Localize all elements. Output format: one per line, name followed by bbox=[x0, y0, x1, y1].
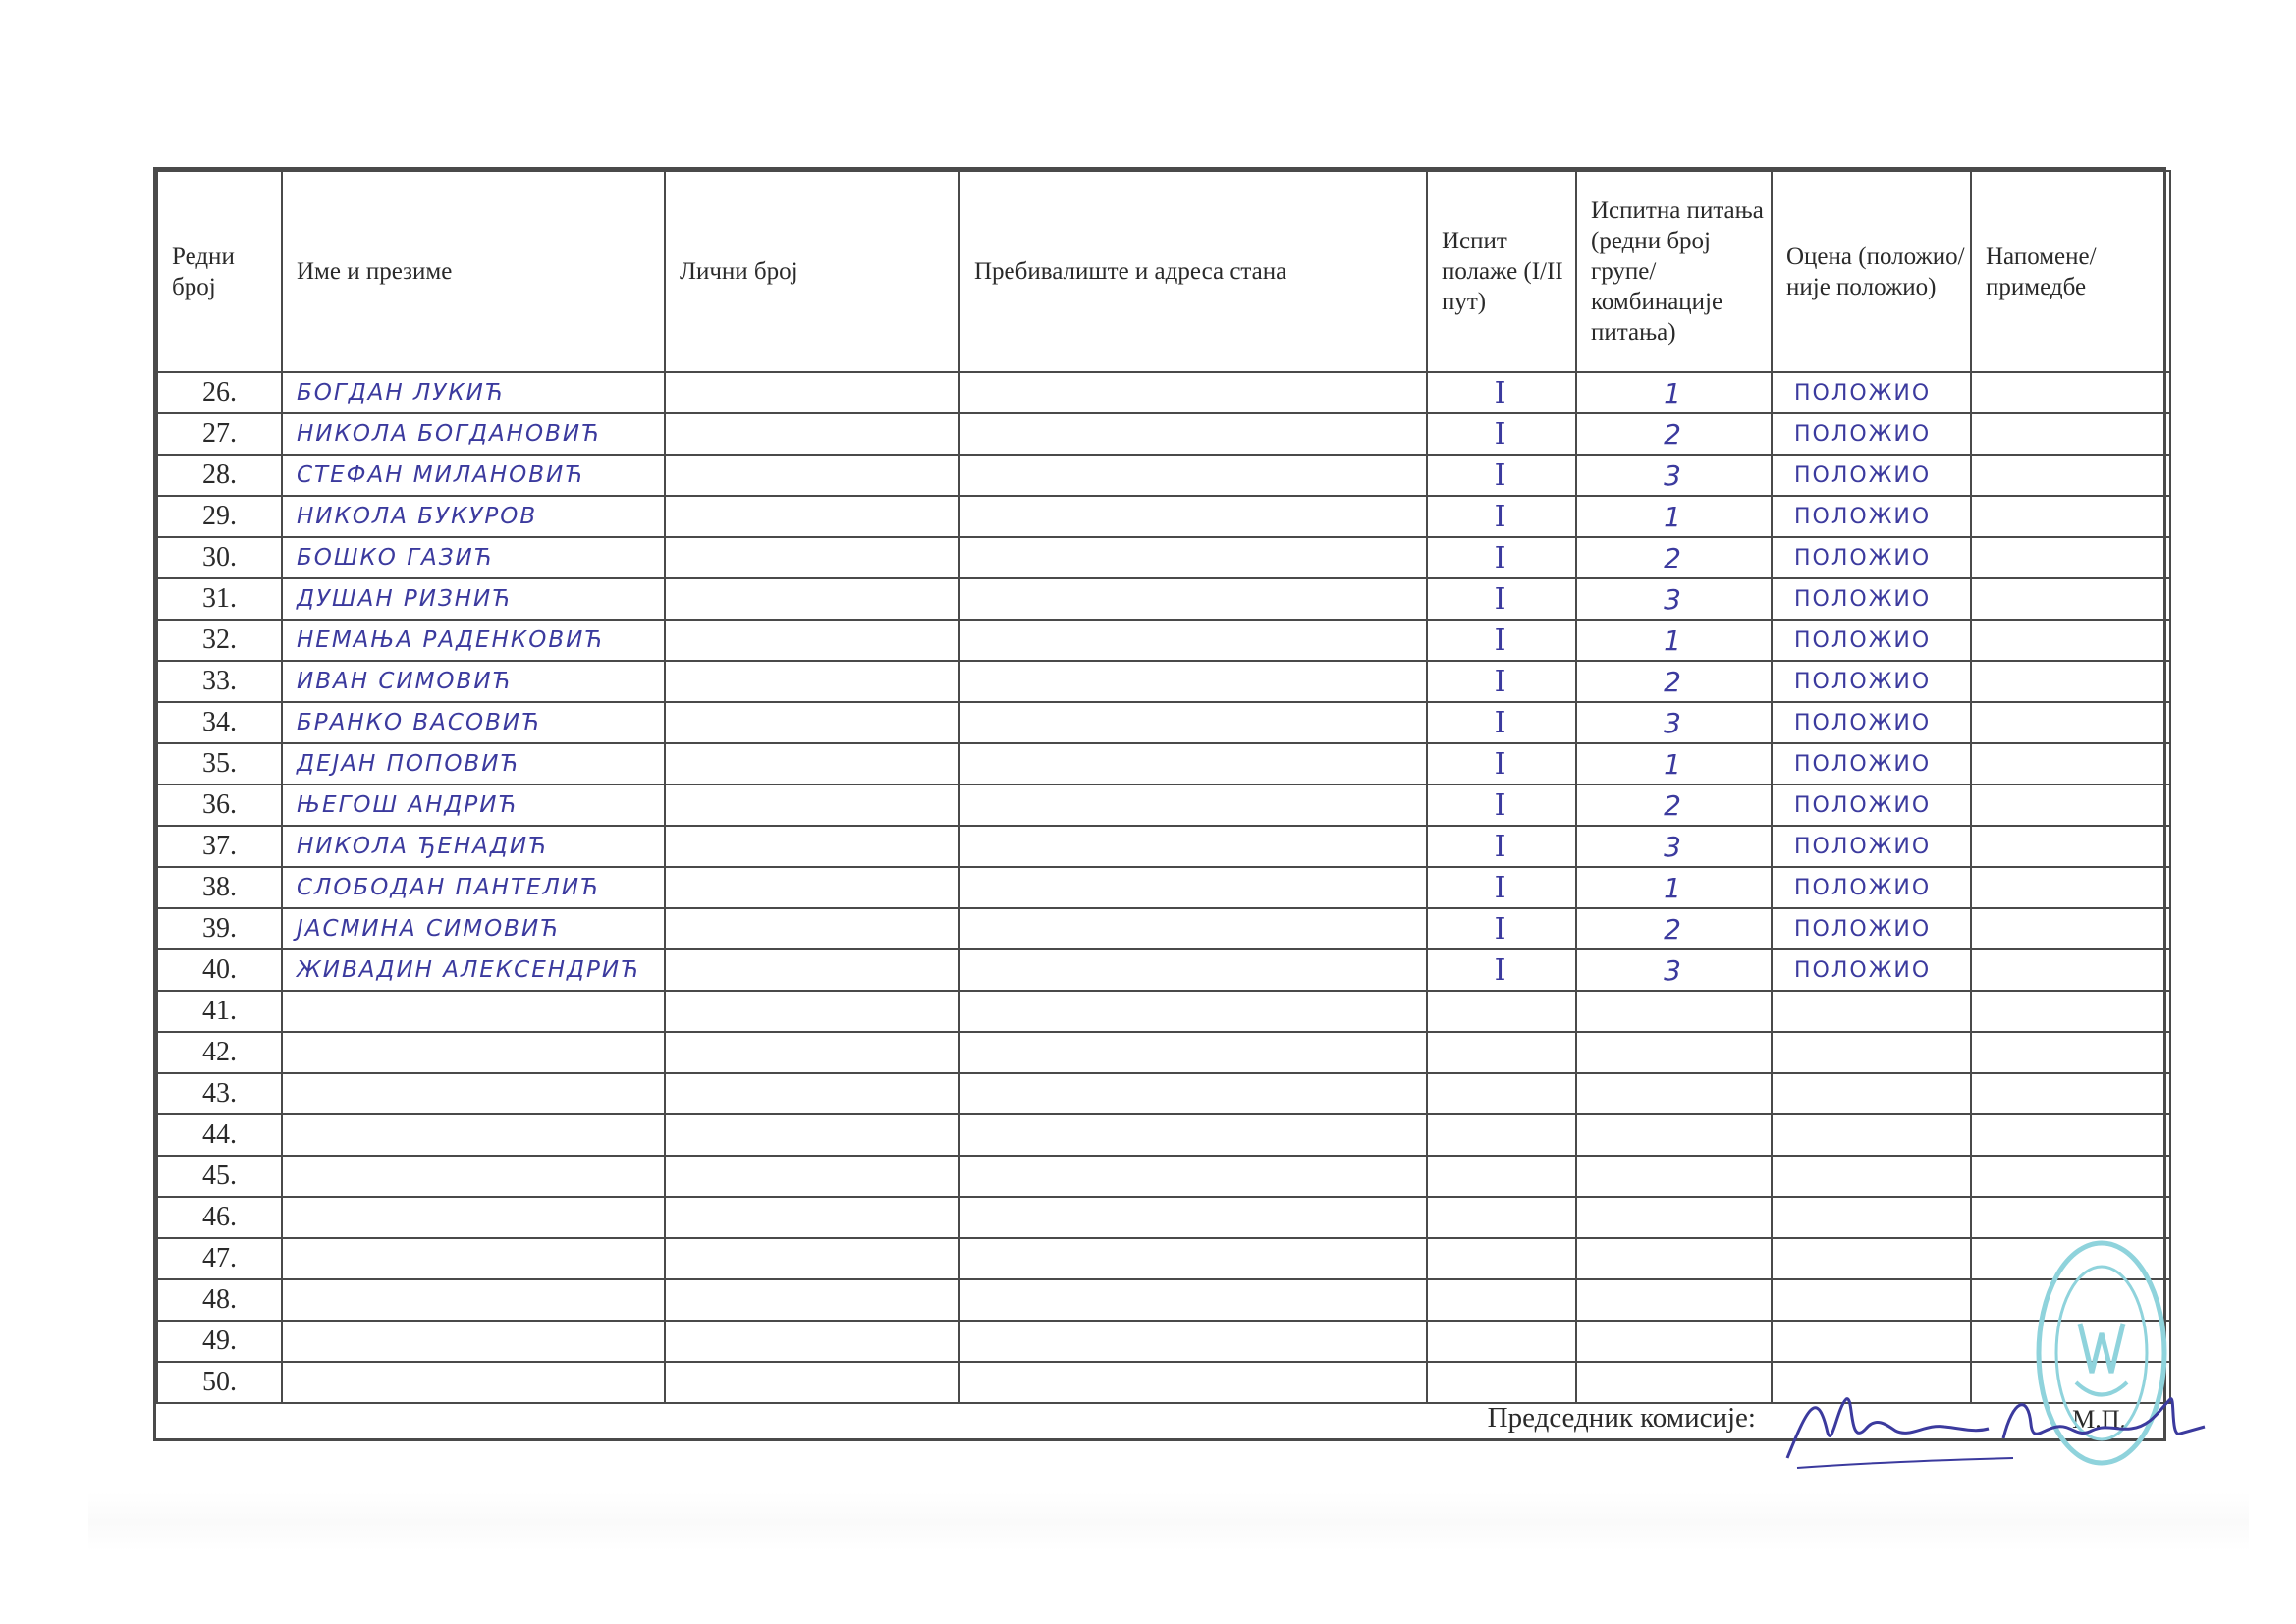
chair-label: Председник комисије: bbox=[1487, 1402, 1756, 1434]
row-grade: ПОЛОЖИО bbox=[1772, 661, 1971, 702]
row-address bbox=[959, 578, 1427, 620]
row-id bbox=[665, 908, 959, 949]
row-grade: ПОЛОЖИО bbox=[1772, 372, 1971, 413]
row-number: 49. bbox=[157, 1321, 282, 1362]
row-question-group: 2 bbox=[1576, 908, 1772, 949]
row-name bbox=[282, 991, 665, 1032]
row-question-group bbox=[1576, 991, 1772, 1032]
row-attempt: I bbox=[1427, 496, 1576, 537]
row-id bbox=[665, 455, 959, 496]
row-name bbox=[282, 1156, 665, 1197]
table-row bbox=[157, 620, 2170, 661]
row-attempt: I bbox=[1427, 455, 1576, 496]
row-address bbox=[959, 1073, 1427, 1114]
row-grade: ПОЛОЖИО bbox=[1772, 908, 1971, 949]
row-notes bbox=[1971, 785, 2170, 826]
row-address bbox=[959, 661, 1427, 702]
row-name bbox=[282, 1073, 665, 1114]
row-notes bbox=[1971, 826, 2170, 867]
header-attempt: Испит полаже (I/II пут) bbox=[1427, 171, 1576, 372]
row-notes bbox=[1971, 496, 2170, 537]
row-notes bbox=[1971, 1073, 2170, 1114]
row-id bbox=[665, 1321, 959, 1362]
row-address bbox=[959, 1197, 1427, 1238]
table-row bbox=[157, 743, 2170, 785]
row-notes bbox=[1971, 1156, 2170, 1197]
row-name: ДУШАН РИЗНИЋ bbox=[282, 578, 665, 620]
row-grade bbox=[1772, 1279, 1971, 1321]
table-row bbox=[157, 496, 2170, 537]
row-name: БОГДАН ЛУКИЋ bbox=[282, 372, 665, 413]
row-question-group: 1 bbox=[1576, 743, 1772, 785]
table-row bbox=[157, 949, 2170, 991]
row-id bbox=[665, 1238, 959, 1279]
row-name: ЈАСМИНА СИМОВИЋ bbox=[282, 908, 665, 949]
table-row bbox=[157, 1321, 2170, 1362]
exam-results-table bbox=[156, 170, 2171, 1445]
row-id bbox=[665, 537, 959, 578]
row-address bbox=[959, 496, 1427, 537]
row-attempt: I bbox=[1427, 661, 1576, 702]
row-question-group: 3 bbox=[1576, 949, 1772, 991]
row-number: 33. bbox=[157, 661, 282, 702]
table-body bbox=[157, 372, 2170, 1403]
row-attempt: I bbox=[1427, 908, 1576, 949]
row-number: 47. bbox=[157, 1238, 282, 1279]
table-row bbox=[157, 537, 2170, 578]
row-attempt: I bbox=[1427, 620, 1576, 661]
row-number: 28. bbox=[157, 455, 282, 496]
row-number: 46. bbox=[157, 1197, 282, 1238]
row-number: 45. bbox=[157, 1156, 282, 1197]
row-attempt bbox=[1427, 1032, 1576, 1073]
row-notes bbox=[1971, 743, 2170, 785]
row-id bbox=[665, 413, 959, 455]
row-grade bbox=[1772, 991, 1971, 1032]
row-question-group: 1 bbox=[1576, 620, 1772, 661]
row-name: СТЕФАН МИЛАНОВИЋ bbox=[282, 455, 665, 496]
table-row bbox=[157, 1197, 2170, 1238]
row-notes bbox=[1971, 661, 2170, 702]
row-address bbox=[959, 455, 1427, 496]
table-row bbox=[157, 1114, 2170, 1156]
row-name: НИКОЛА БОГДАНОВИЋ bbox=[282, 413, 665, 455]
table-row bbox=[157, 826, 2170, 867]
row-address bbox=[959, 537, 1427, 578]
row-name: НИКОЛА ЂЕНАДИЋ bbox=[282, 826, 665, 867]
row-address bbox=[959, 785, 1427, 826]
row-question-group: 3 bbox=[1576, 826, 1772, 867]
row-name: ЖИВАДИН АЛЕКСЕНДРИЋ bbox=[282, 949, 665, 991]
row-notes bbox=[1971, 867, 2170, 908]
row-name bbox=[282, 1114, 665, 1156]
row-attempt: I bbox=[1427, 372, 1576, 413]
row-address bbox=[959, 908, 1427, 949]
row-grade: ПОЛОЖИО bbox=[1772, 455, 1971, 496]
row-notes bbox=[1971, 537, 2170, 578]
row-address bbox=[959, 1156, 1427, 1197]
row-id bbox=[665, 826, 959, 867]
row-name: НИКОЛА БУКУРОВ bbox=[282, 496, 665, 537]
row-notes bbox=[1971, 1032, 2170, 1073]
row-id bbox=[665, 1156, 959, 1197]
row-question-group: 2 bbox=[1576, 785, 1772, 826]
row-grade: ПОЛОЖИО bbox=[1772, 496, 1971, 537]
header-grade: Оцена (положио/ није положио) bbox=[1772, 171, 1971, 372]
row-name: ИВАН СИМОВИЋ bbox=[282, 661, 665, 702]
row-id bbox=[665, 620, 959, 661]
row-grade: ПОЛОЖИО bbox=[1772, 785, 1971, 826]
table-row bbox=[157, 372, 2170, 413]
row-number: 36. bbox=[157, 785, 282, 826]
table-row bbox=[157, 1238, 2170, 1279]
row-number: 50. bbox=[157, 1362, 282, 1403]
row-notes bbox=[1971, 372, 2170, 413]
row-number: 41. bbox=[157, 991, 282, 1032]
row-number: 40. bbox=[157, 949, 282, 991]
row-notes bbox=[1971, 949, 2170, 991]
row-grade bbox=[1772, 1073, 1971, 1114]
row-question-group: 2 bbox=[1576, 413, 1772, 455]
row-question-group bbox=[1576, 1032, 1772, 1073]
row-question-group: 1 bbox=[1576, 372, 1772, 413]
row-id bbox=[665, 1362, 959, 1403]
row-name bbox=[282, 1279, 665, 1321]
row-address bbox=[959, 702, 1427, 743]
row-id bbox=[665, 1279, 959, 1321]
row-name: БРАНКО ВАСОВИЋ bbox=[282, 702, 665, 743]
row-grade bbox=[1772, 1238, 1971, 1279]
row-number: 29. bbox=[157, 496, 282, 537]
row-question-group bbox=[1576, 1197, 1772, 1238]
table-row bbox=[157, 785, 2170, 826]
row-name bbox=[282, 1321, 665, 1362]
row-question-group: 1 bbox=[1576, 867, 1772, 908]
header-row bbox=[157, 171, 2170, 372]
row-name: БОШКО ГАЗИЋ bbox=[282, 537, 665, 578]
row-name: СЛОБОДАН ПАНТЕЛИЋ bbox=[282, 867, 665, 908]
row-id bbox=[665, 949, 959, 991]
row-attempt bbox=[1427, 1197, 1576, 1238]
row-grade: ПОЛОЖИО bbox=[1772, 743, 1971, 785]
row-grade: ПОЛОЖИО bbox=[1772, 702, 1971, 743]
row-grade bbox=[1772, 1156, 1971, 1197]
row-grade bbox=[1772, 1197, 1971, 1238]
row-attempt bbox=[1427, 1279, 1576, 1321]
header-address: Пребивалиште и адреса стана bbox=[959, 171, 1427, 372]
row-id bbox=[665, 991, 959, 1032]
table-row bbox=[157, 867, 2170, 908]
row-attempt: I bbox=[1427, 826, 1576, 867]
row-name: ЊЕГОШ АНДРИЋ bbox=[282, 785, 665, 826]
row-name bbox=[282, 1362, 665, 1403]
header-questions: Испитна питања (редни број групе/ комбинације питања) bbox=[1576, 171, 1772, 372]
row-question-group bbox=[1576, 1156, 1772, 1197]
row-number: 34. bbox=[157, 702, 282, 743]
row-address bbox=[959, 1321, 1427, 1362]
row-address bbox=[959, 413, 1427, 455]
row-number: 26. bbox=[157, 372, 282, 413]
row-id bbox=[665, 372, 959, 413]
row-notes bbox=[1971, 1197, 2170, 1238]
row-address bbox=[959, 372, 1427, 413]
row-grade: ПОЛОЖИО bbox=[1772, 537, 1971, 578]
row-address bbox=[959, 826, 1427, 867]
row-question-group: 3 bbox=[1576, 578, 1772, 620]
row-id bbox=[665, 1032, 959, 1073]
table-row bbox=[157, 1279, 2170, 1321]
row-attempt bbox=[1427, 1114, 1576, 1156]
row-attempt bbox=[1427, 991, 1576, 1032]
row-address bbox=[959, 1279, 1427, 1321]
row-address bbox=[959, 1362, 1427, 1403]
row-id bbox=[665, 578, 959, 620]
row-id bbox=[665, 496, 959, 537]
row-attempt: I bbox=[1427, 743, 1576, 785]
table-row bbox=[157, 702, 2170, 743]
row-attempt bbox=[1427, 1073, 1576, 1114]
header-no: Редни број bbox=[157, 171, 282, 372]
row-number: 42. bbox=[157, 1032, 282, 1073]
row-id bbox=[665, 1197, 959, 1238]
row-address bbox=[959, 1114, 1427, 1156]
table-row bbox=[157, 413, 2170, 455]
row-grade: ПОЛОЖИО bbox=[1772, 867, 1971, 908]
row-grade: ПОЛОЖИО bbox=[1772, 620, 1971, 661]
row-number: 39. bbox=[157, 908, 282, 949]
row-attempt bbox=[1427, 1238, 1576, 1279]
row-attempt: I bbox=[1427, 867, 1576, 908]
row-address bbox=[959, 991, 1427, 1032]
row-address bbox=[959, 1032, 1427, 1073]
row-number: 37. bbox=[157, 826, 282, 867]
row-grade bbox=[1772, 1032, 1971, 1073]
row-name bbox=[282, 1238, 665, 1279]
table-row bbox=[157, 1156, 2170, 1197]
table-row bbox=[157, 1073, 2170, 1114]
row-attempt bbox=[1427, 1156, 1576, 1197]
row-grade: ПОЛОЖИО bbox=[1772, 826, 1971, 867]
row-attempt bbox=[1427, 1321, 1576, 1362]
row-notes bbox=[1971, 991, 2170, 1032]
row-number: 43. bbox=[157, 1073, 282, 1114]
row-id bbox=[665, 1114, 959, 1156]
row-attempt: I bbox=[1427, 578, 1576, 620]
row-name: НЕМАЊА РАДЕНКОВИЋ bbox=[282, 620, 665, 661]
row-address bbox=[959, 867, 1427, 908]
row-attempt: I bbox=[1427, 537, 1576, 578]
row-notes bbox=[1971, 620, 2170, 661]
table-row bbox=[157, 1032, 2170, 1073]
row-name bbox=[282, 1032, 665, 1073]
row-question-group: 1 bbox=[1576, 496, 1772, 537]
row-number: 44. bbox=[157, 1114, 282, 1156]
table-row bbox=[157, 578, 2170, 620]
row-address bbox=[959, 1238, 1427, 1279]
row-question-group bbox=[1576, 1362, 1772, 1403]
row-attempt: I bbox=[1427, 702, 1576, 743]
row-attempt: I bbox=[1427, 413, 1576, 455]
chair-signature bbox=[1777, 1370, 2210, 1478]
row-notes bbox=[1971, 578, 2170, 620]
row-id bbox=[665, 702, 959, 743]
row-grade bbox=[1772, 1321, 1971, 1362]
row-question-group bbox=[1576, 1321, 1772, 1362]
header-id: Лични број bbox=[665, 171, 959, 372]
row-address bbox=[959, 743, 1427, 785]
row-question-group bbox=[1576, 1073, 1772, 1114]
row-id bbox=[665, 1073, 959, 1114]
row-id bbox=[665, 867, 959, 908]
row-question-group: 2 bbox=[1576, 661, 1772, 702]
row-question-group: 3 bbox=[1576, 455, 1772, 496]
row-notes bbox=[1971, 413, 2170, 455]
header-name: Име и презиме bbox=[282, 171, 665, 372]
row-question-group bbox=[1576, 1279, 1772, 1321]
row-number: 32. bbox=[157, 620, 282, 661]
row-address bbox=[959, 949, 1427, 991]
row-notes bbox=[1971, 455, 2170, 496]
row-question-group: 3 bbox=[1576, 702, 1772, 743]
scan-shadow bbox=[88, 1492, 2249, 1551]
row-id bbox=[665, 743, 959, 785]
row-notes bbox=[1971, 908, 2170, 949]
table-row bbox=[157, 908, 2170, 949]
row-number: 30. bbox=[157, 537, 282, 578]
row-question-group bbox=[1576, 1114, 1772, 1156]
row-id bbox=[665, 785, 959, 826]
row-number: 27. bbox=[157, 413, 282, 455]
row-grade: ПОЛОЖИО bbox=[1772, 578, 1971, 620]
row-number: 48. bbox=[157, 1279, 282, 1321]
table-row bbox=[157, 661, 2170, 702]
row-number: 31. bbox=[157, 578, 282, 620]
row-grade: ПОЛОЖИО bbox=[1772, 949, 1971, 991]
header-notes: Напомене/ примедбе bbox=[1971, 171, 2170, 372]
table-row bbox=[157, 991, 2170, 1032]
row-name: ДЕЈАН ПОПОВИЋ bbox=[282, 743, 665, 785]
row-question-group bbox=[1576, 1238, 1772, 1279]
row-grade: ПОЛОЖИО bbox=[1772, 413, 1971, 455]
row-name bbox=[282, 1197, 665, 1238]
row-question-group: 2 bbox=[1576, 537, 1772, 578]
row-attempt: I bbox=[1427, 949, 1576, 991]
row-address bbox=[959, 620, 1427, 661]
row-attempt bbox=[1427, 1362, 1576, 1403]
table-row bbox=[157, 455, 2170, 496]
row-number: 38. bbox=[157, 867, 282, 908]
row-notes bbox=[1971, 1114, 2170, 1156]
row-grade bbox=[1772, 1114, 1971, 1156]
stamp-place-label: М.П. bbox=[2072, 1405, 2126, 1434]
row-notes bbox=[1971, 702, 2170, 743]
row-number: 35. bbox=[157, 743, 282, 785]
row-id bbox=[665, 661, 959, 702]
exam-record-sheet bbox=[153, 167, 2166, 1441]
row-attempt: I bbox=[1427, 785, 1576, 826]
